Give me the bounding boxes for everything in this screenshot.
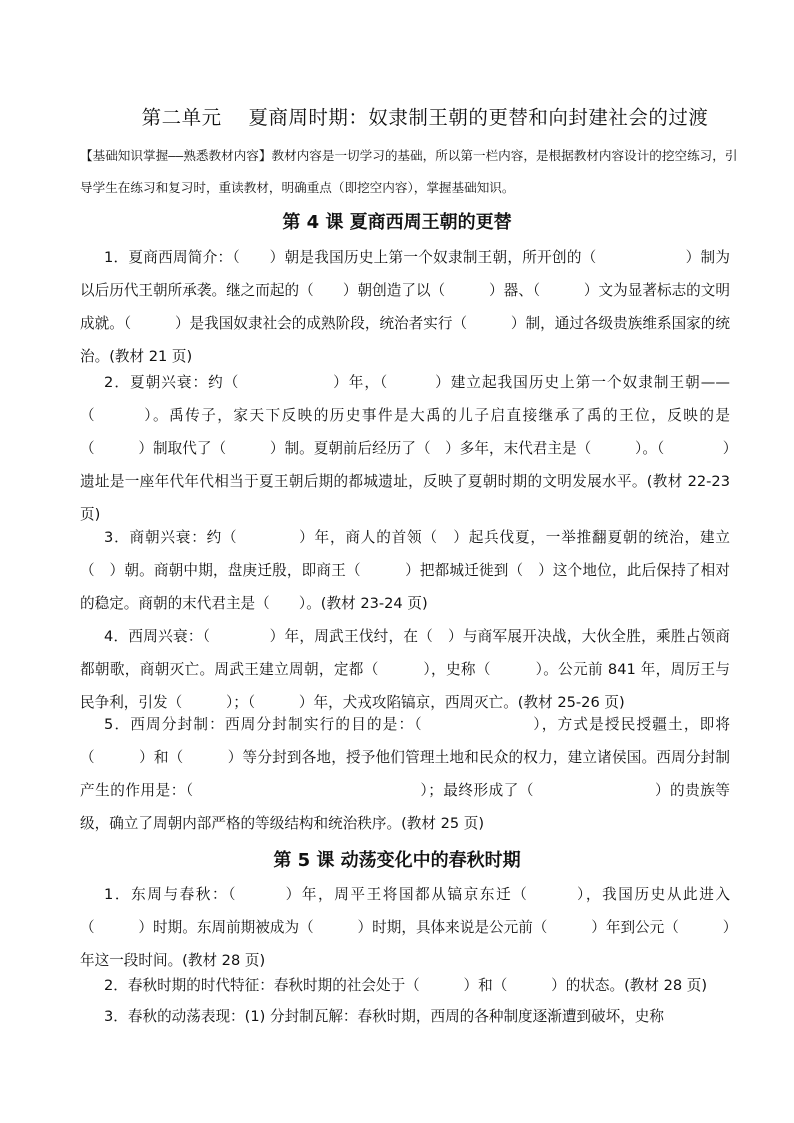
lesson-4-title: 第 4 课 夏商西周王朝的更替 (282, 212, 512, 233)
lesson-5-item-1: 1．东周与春秋：（ ）年，周平王将国都从镐京东迁（ ），我国历史从此进入（ ）时期。东周前期被成为（ ）时期，具体来说是公元前（ ）年到公元（ ）年这一段时间。(教材 28 页) (80, 886, 730, 969)
intro-paragraph: 【基础知识掌握——熟悉教材内容】教材内容是一切学习的基础，所以第一栏内容，是根据教材内容设计的挖空练习，引导学生在练习和复习时，重读教材，明确重点（即挖空内容），掌握基础知识。 (80, 148, 738, 195)
lesson-4-item-5: 5．西周分封制：西周分封制实行的目的是：（ ），方式是授民授疆土，即将（ ）和（ ）等分封到各地，授予他们管理土地和民众的权力，建立诸侯国。西周分封制产生的作用是：（ ）；最终形成了（ ）的贵族等级，确立了周朝内部严格的等级结构和统治秩序。(教材 25 页) (80, 716, 730, 832)
lesson-4-item-3: 3．商朝兴衰：约（ ）年，商人的首领（ ）起兵伐夏，一举推翻夏朝的统治，建立（ ）朝。商朝中期，盘庚迁殷，即商王（ ）把都城迁徙到（ ）这个地位，此后保持了相对的稳定。商朝的末代君主是（ ）。(教材 23-24 页) (80, 529, 730, 612)
lesson-5-item-2: 2．春秋时期的时代特征：春秋时期的社会处于（ ）和（ ）的状态。(教材 28 页) (104, 977, 708, 994)
lesson-4-item-4: 4．西周兴衰：（ ）年，周武王伐纣，在（ ）与商军展开决战，大伙全胜，乘胜占领商都朝歌，商朝灭亡。周武王建立周朝，定都（ ），史称（ ）。公元前 841 年，周厉王与民争利，引发（ ）；（ ）年，犬戎攻陷镐京，西周灭亡。(教材 25-26 页) (80, 628, 730, 711)
lesson-4-item-2: 2．夏朝兴衰：约（ ）年，（ ）建立起我国历史上第一个奴隶制王朝——（ ）。禹传子，家天下反映的历史事件是大禹的儿子启直接继承了禹的王位，反映的是（ ）制取代了（ ）制。夏朝前后经历了（ ）多年，末代君主是（ ）。（ ）遗址是一座年代年代相当于夏王朝后期的都城遗址，反映了夏朝时期的文明发展水平。(教材 22-23 页) (80, 374, 730, 523)
unit-title: 第二单元 夏商周时期：奴隶制王朝的更替和向封建社会的过渡 (141, 106, 709, 129)
lesson-4-item-1: 1．夏商西周简介：（ ）朝是我国历史上第一个奴隶制王朝，所开创的（ ）制为以后历代王朝所承袭。继之而起的（ ）朝创造了以（ ）器、（ ）文为显著标志的文明成就。（ ）是我国奴隶社会的成熟阶段，统治者实行（ ）制，通过各级贵族维系国家的统治。(教材 21 页) (80, 249, 730, 365)
lesson-5-item-3: 3．春秋的动荡表现：(1) 分封制瓦解：春秋时期，西周的各种制度逐渐遭到破坏，史称 (104, 1008, 664, 1025)
lesson-5-title: 第 5 课 动荡变化中的春秋时期 (273, 850, 521, 871)
